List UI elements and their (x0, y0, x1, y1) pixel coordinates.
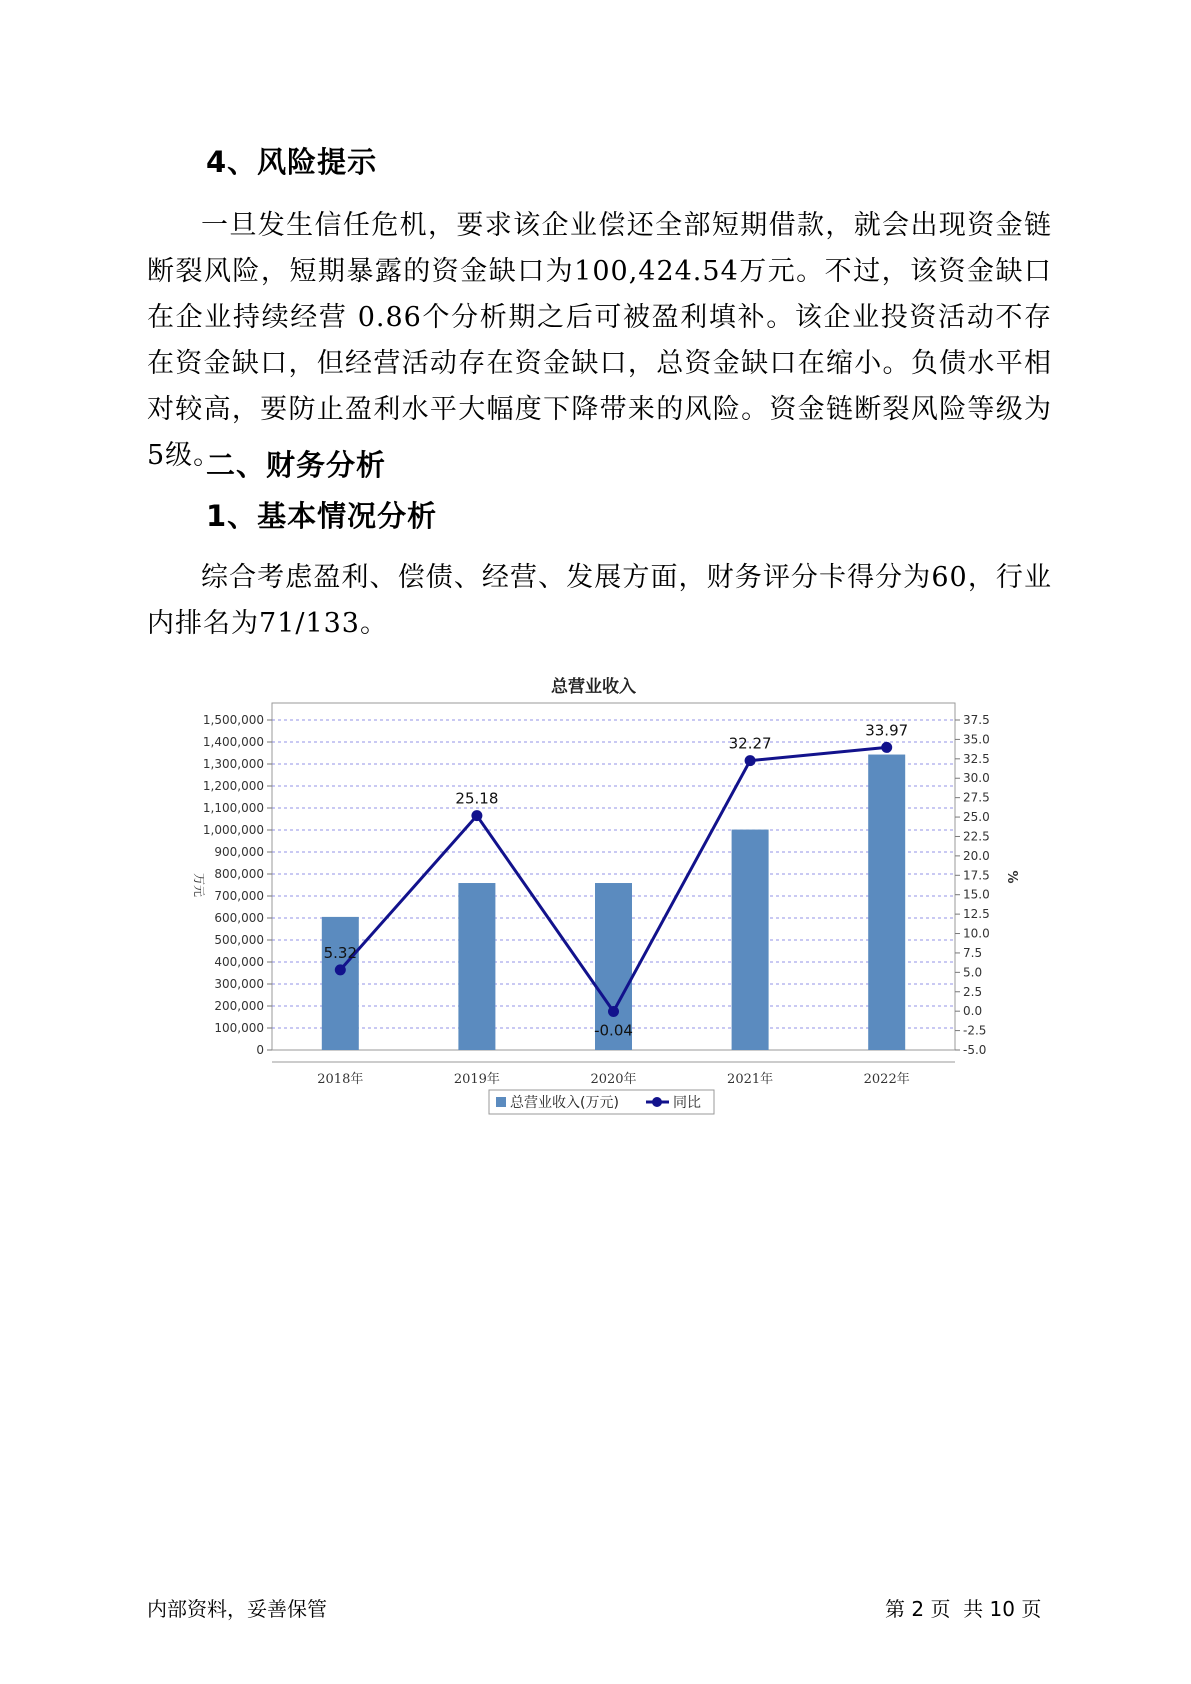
left-tick-label: 1,400,000 (202, 735, 264, 749)
left-tick-label: 0 (256, 1043, 264, 1057)
yoy-point (471, 810, 482, 821)
left-tick-label: 1,200,000 (202, 779, 264, 793)
bar-2021年 (732, 830, 769, 1050)
right-tick-label: 5.0 (963, 965, 983, 980)
right-tick-label: 27.5 (963, 790, 990, 805)
left-tick-label: 900,000 (214, 845, 264, 859)
left-tick-label: 1,000,000 (202, 823, 264, 837)
yoy-data-label: 25.18 (455, 789, 499, 808)
left-tick-label: 200,000 (214, 999, 264, 1013)
left-tick-label: 600,000 (214, 911, 264, 925)
footer-right: 第 2 页 共 10 页 (885, 1597, 1042, 1621)
left-tick-label: 400,000 (214, 955, 264, 969)
yoy-point (335, 964, 346, 975)
bar-2019年 (458, 883, 495, 1050)
basic-analysis-heading: 1、基本情况分析 (206, 499, 438, 533)
left-tick-label: 300,000 (214, 977, 264, 991)
right-tick-label: 20.0 (963, 848, 990, 863)
yoy-point (881, 742, 892, 753)
right-tick-label: 15.0 (963, 887, 990, 902)
left-tick-label: 500,000 (214, 933, 264, 947)
right-tick-label: 17.5 (963, 868, 990, 883)
yoy-data-label: -0.04 (594, 1021, 633, 1040)
revenue-chart (0, 660, 1191, 1130)
legend-line-marker (652, 1097, 662, 1107)
x-tick-label: 2018年 (317, 1072, 364, 1087)
footer-left: 内部资料，妥善保管 (147, 1597, 327, 1621)
right-tick-label: -2.5 (963, 1023, 987, 1038)
right-tick-label: -5.0 (963, 1043, 987, 1057)
basic-analysis-paragraph: 综合考虑盈利、偿债、经营、发展方面，财务评分卡得分为60，行业内排名为71/133。 (147, 562, 1052, 639)
yoy-data-label: 33.97 (865, 721, 909, 740)
yoy-data-label: 32.27 (728, 734, 772, 753)
right-tick-label: 7.5 (963, 945, 983, 960)
bar-2022年 (868, 755, 905, 1050)
left-tick-label: 700,000 (214, 889, 264, 903)
revenue-chart-svg (0, 660, 1191, 1130)
right-tick-label: 35.0 (963, 732, 990, 747)
risk-paragraph: 一旦发生信任危机，要求该企业偿还全部短期借款，就会出现资金链断裂风险，短期暴露的资金缺口为100,424.54万元。不过，该资金缺口在企业持续经营 0.86个分析期之后可被盈利填补。该企业投资活动不存在资金缺口，但经营活动存在资金缺口，总资金缺口在缩小。负债水平相对较高，要防止盈利水平大幅度下降带来的风险。资金链断裂风险等级为5级。 (147, 210, 1052, 471)
yoy-data-label: 5.32 (323, 943, 358, 962)
right-tick-label: 25.0 (963, 810, 990, 825)
financial-analysis-heading: 二、财务分析 (206, 448, 387, 482)
right-tick-label: 32.5 (963, 751, 990, 766)
legend-bar-swatch (496, 1097, 506, 1107)
left-tick-label: 1,500,000 (202, 713, 264, 727)
right-tick-label: 0.0 (963, 1004, 983, 1019)
right-tick-label: 2.5 (963, 984, 983, 999)
left-tick-label: 800,000 (214, 867, 264, 881)
left-tick-label: 1,100,000 (202, 801, 264, 815)
left-axis-title: 万元 (192, 872, 206, 898)
left-tick-label: 1,300,000 (202, 757, 264, 771)
right-tick-label: 10.0 (963, 926, 990, 941)
legend-bar-label: 总营业收入(万元) (510, 1095, 619, 1111)
yoy-point (608, 1006, 619, 1017)
risk-heading: 4、风险提示 (206, 145, 378, 179)
right-tick-label: 22.5 (963, 829, 990, 844)
x-tick-label: 2022年 (863, 1072, 910, 1087)
right-tick-label: 37.5 (963, 713, 990, 727)
right-axis-title: % (1004, 870, 1019, 884)
chart-title: 总营业收入 (551, 677, 636, 697)
right-tick-label: 12.5 (963, 907, 990, 922)
legend-line-label: 同比 (673, 1095, 701, 1111)
x-tick-label: 2019年 (453, 1072, 500, 1087)
yoy-point (745, 755, 756, 766)
x-tick-label: 2021年 (727, 1072, 774, 1087)
left-tick-label: 100,000 (214, 1021, 264, 1035)
right-tick-label: 30.0 (963, 771, 990, 786)
bar-2018年 (322, 917, 359, 1050)
x-tick-label: 2020年 (590, 1072, 637, 1087)
